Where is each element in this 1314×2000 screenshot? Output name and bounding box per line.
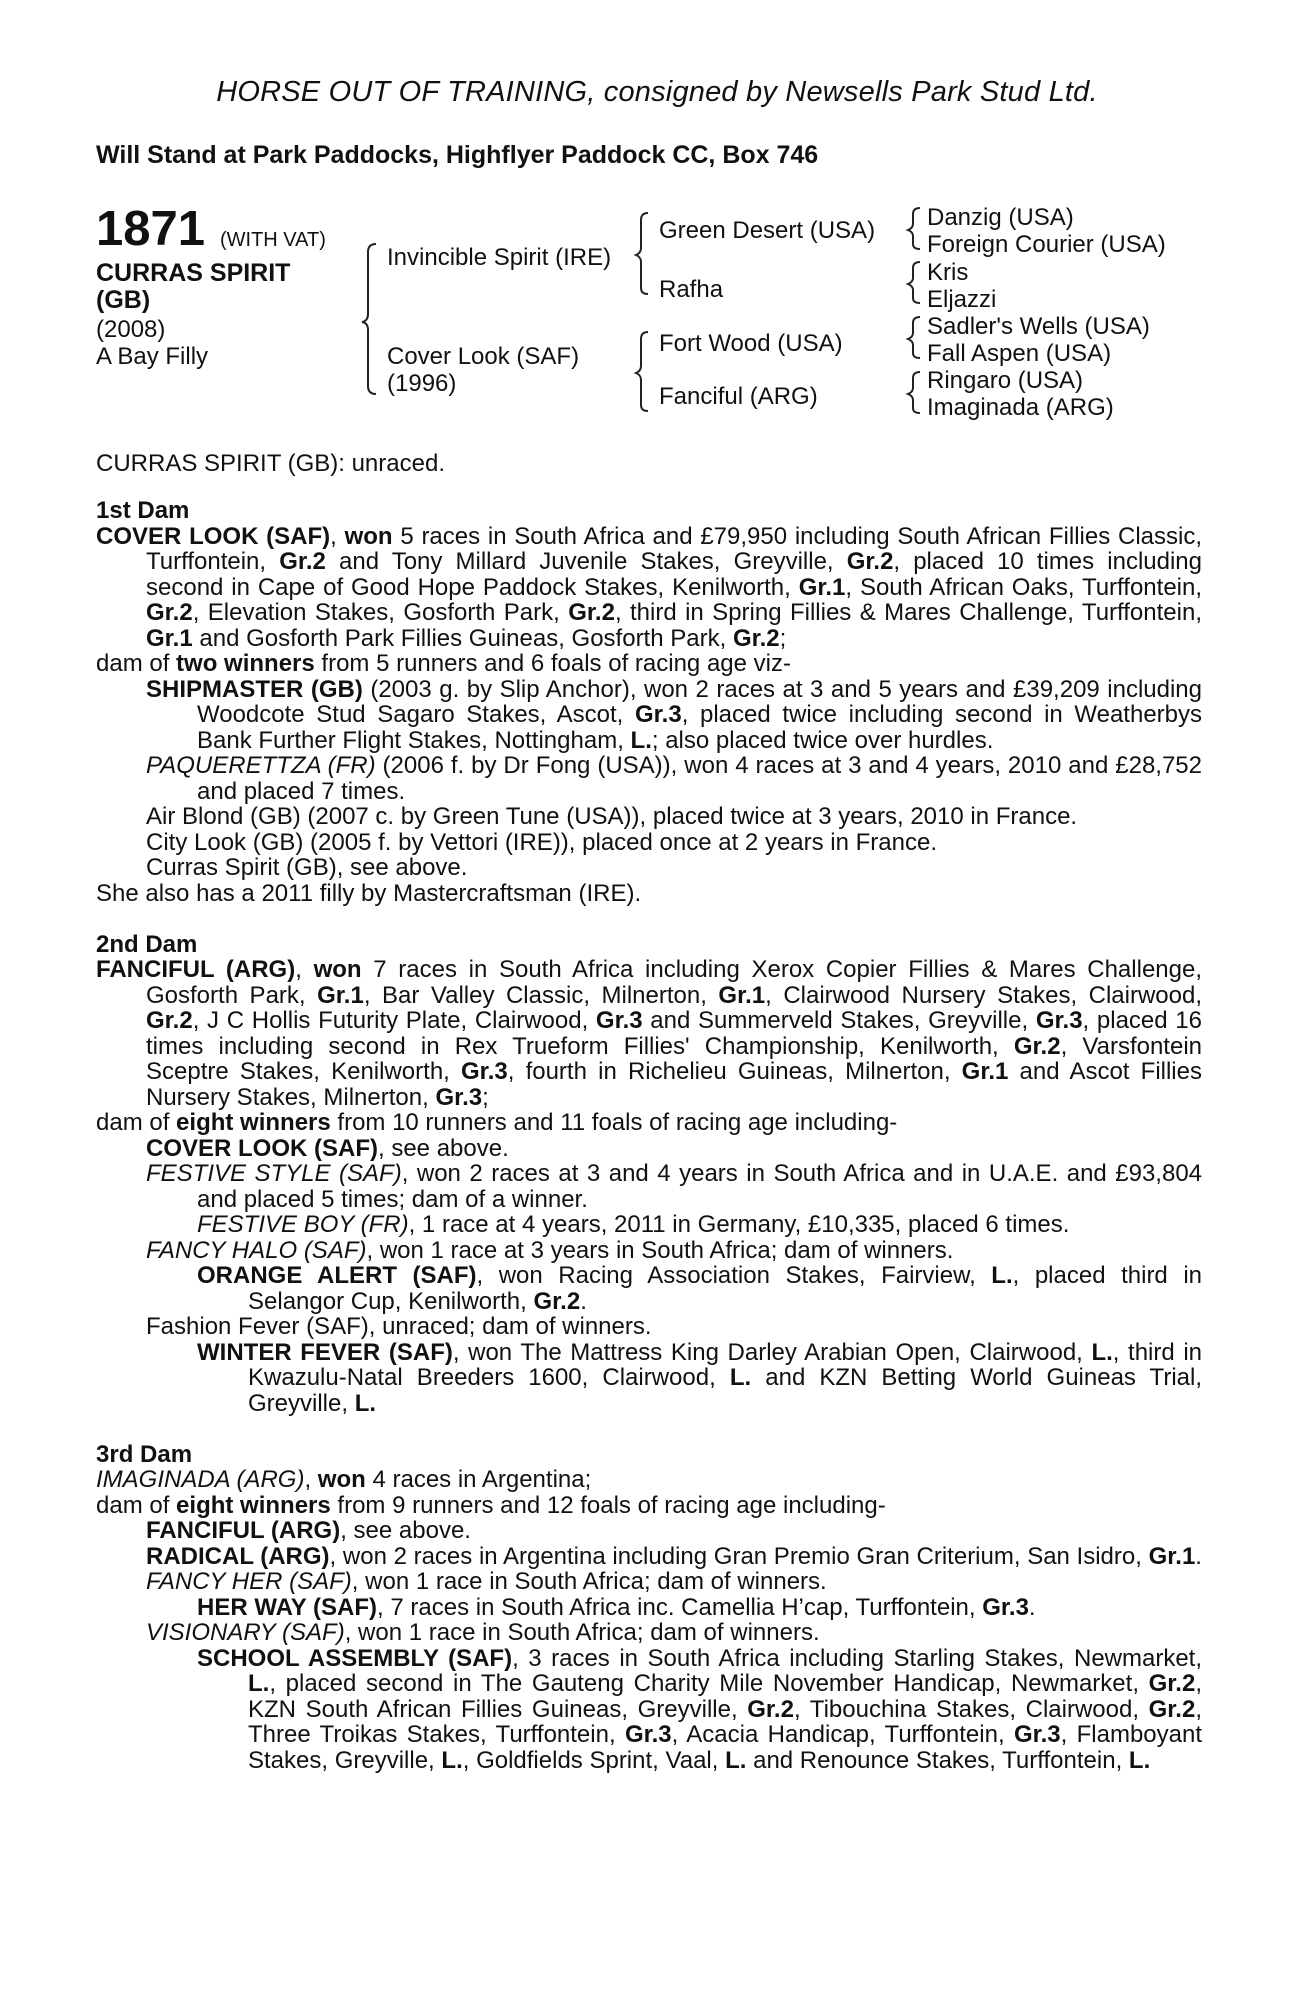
bracket-sire-dam	[362, 244, 376, 394]
dam2-produce-fancy-halo: FANCY HALO (SAF), won 1 race at 3 years in South Africa; dam of winners.	[146, 1236, 954, 1264]
pedigree-sire: Invincible Spirit (IRE)	[387, 244, 612, 271]
pedigree-sire-sire: Green Desert (USA)	[659, 217, 876, 244]
dam1-foal-note: She also has a 2011 filly by Mastercraftsman (IRE).	[96, 879, 642, 907]
pedigree-sire-dam: Rafha	[659, 276, 724, 303]
dam3-produce-her-way: HER WAY (SAF), 7 races in South Africa inc. Camellia H’cap, Turffontein, Gr.3.	[197, 1593, 1036, 1621]
horse-country: (GB)	[96, 286, 151, 314]
dam1-produce-summary: dam of two winners from 5 runners and 6 foals of racing age viz-	[96, 650, 791, 677]
pedigree-dam-sire: Fort Wood (USA)	[659, 330, 843, 357]
stand-location: Will Stand at Park Paddocks, Highflyer Paddock CC, Box 746	[96, 141, 819, 169]
dam3-produce-school-assembly: SCHOOL ASSEMBLY (SAF), 3 races in South Africa including Starling Stakes, Newmarket, L., placed second in The Gauteng Charity Mile November Handicap, Newmarket, Gr.2, KZN South African Fillies Guineas, Greyville, Gr.2, Tibouchina Stakes, Clairwood, Gr.2, Three Troikas Stakes, Turffontein, Gr.3, Acacia Handicap, Turffontein, Gr.3, Flamboyant Stakes, Greyville, L., Goldfields Sprint, Vaal, L. and Renounce Stakes, Turffontein, L.	[197, 1644, 1203, 1774]
dam1-produce-curras-spirit: Curras Spirit (GB), see above.	[146, 854, 468, 881]
pedigree-dam: Cover Look (SAF)	[387, 343, 580, 370]
dam1-produce-city-look: City Look (GB) (2005 f. by Vettori (IRE)), placed once at 2 years in France.	[146, 828, 938, 856]
bracket-dam	[636, 332, 648, 411]
dam3-produce-summary: dam of eight winners from 9 runners and 12 foals of racing age including-	[96, 1491, 886, 1519]
section-heading-2nd-dam: 2nd Dam	[96, 930, 198, 958]
bracket-gs4	[908, 372, 920, 413]
lot-number: 1871	[96, 202, 206, 256]
section-heading-1st-dam: 1st Dam	[96, 497, 190, 524]
bracket-sire	[636, 213, 648, 294]
pedigree-ggp-3: Kris	[927, 259, 969, 286]
pedigree-ggp-7: Ringaro (USA)	[927, 367, 1084, 394]
pedigree-ggp-6: Fall Aspen (USA)	[927, 340, 1112, 367]
pedigree-ggp-8: Imaginada (ARG)	[927, 394, 1114, 421]
horse-name: CURRAS SPIRIT	[96, 259, 291, 287]
section-heading-3rd-dam: 3rd Dam	[96, 1440, 193, 1468]
horse-description: A Bay Filly	[96, 343, 209, 370]
dam1-produce-air-blond: Air Blond (GB) (2007 c. by Green Tune (USA)), placed twice at 3 years, 2010 in France.	[146, 803, 1078, 830]
intro-line: CURRAS SPIRIT (GB): unraced.	[96, 450, 445, 477]
dam2-produce-fashion-fever: Fashion Fever (SAF), unraced; dam of winners.	[146, 1313, 652, 1340]
dam3-record: IMAGINADA (ARG), won 4 races in Argentina;	[96, 1466, 592, 1493]
pedigree-ggp-4: Eljazzi	[927, 286, 997, 313]
dam2-produce-winter-fever: WINTER FEVER (SAF), won The Mattress King Darley Arabian Open, Clairwood, L., third in Kwazulu-Natal Breeders 1600, Clairwood, L. and KZN Betting World Guineas Trial, Greyville, L.	[197, 1338, 1202, 1417]
dam3-produce-radical: RADICAL (ARG), won 2 races in Argentina including Gran Premio Gran Criterium, San Isidro, Gr.1.	[146, 1542, 1202, 1570]
dam2-produce-summary: dam of eight winners from 10 runners and 11 foals of racing age including-	[96, 1109, 898, 1136]
vat-note: (WITH VAT)	[220, 229, 326, 251]
catalogue-body	[96, 498, 1202, 1773]
dam2-produce-festive-boy: FESTIVE BOY (FR), 1 race at 4 years, 2011 in Germany, £10,335, placed 6 times.	[197, 1211, 1070, 1238]
dam1-produce-paquerettza: PAQUERETTZA (FR) (2006 f. by Dr Fong (USA)), won 4 races at 3 and 4 years, 2010 and £28,752 and placed 7 times.	[146, 752, 1202, 805]
dam2-produce-cover-look: COVER LOOK (SAF), see above.	[146, 1134, 509, 1162]
pedigree-brackets	[0, 0, 1314, 440]
bracket-gs3	[908, 317, 920, 358]
pedigree-dam-dam: Fanciful (ARG)	[659, 383, 818, 410]
page-title: HORSE OUT OF TRAINING, consigned by Newsells Park Stud Ltd.	[216, 76, 1098, 108]
bracket-gs2	[908, 262, 920, 303]
pedigree-ggp-2: Foreign Courier (USA)	[927, 231, 1166, 258]
dam1-record: COVER LOOK (SAF), won 5 races in South Africa and £79,950 including South African Fillies Classic, Turffontein, Gr.2 and Tony Millard Juvenile Stakes, Greyville, Gr.2, placed 10 times including second in Cape of Good Hope Paddock Stakes, Kenilworth, Gr.1, South African Oaks, Turffontein, Gr.2, Elevation Stakes, Gosforth Park, Gr.2, third in Spring Fillies & Mares Challenge, Turffontein, Gr.1 and Gosforth Park Fillies Guineas, Gosforth Park, Gr.2;	[96, 522, 1203, 652]
dam3-produce-fancy-her: FANCY HER (SAF), won 1 race in South Africa; dam of winners.	[146, 1568, 827, 1595]
dam1-produce-shipmaster: SHIPMASTER (GB) (2003 g. by Slip Anchor), won 2 races at 3 and 5 years and £39,209 including Woodcote Stud Sagaro Stakes, Ascot, Gr.3, placed twice including second in Weatherbys Bank Further Flight Stakes, Nottingham, L.; also placed twice over hurdles.	[146, 675, 1203, 754]
bracket-gs1	[908, 208, 920, 249]
dam2-produce-orange-alert: ORANGE ALERT (SAF), won Racing Association Stakes, Fairview, L., placed third in Selangor Cup, Kenilworth, Gr.2.	[197, 1262, 1203, 1315]
dam2-produce-festive-style: FESTIVE STYLE (SAF), won 2 races at 3 and 4 years in South Africa and in U.A.E. and £93,804 and placed 5 times; dam of a winner.	[146, 1160, 1203, 1213]
horse-year: (2008)	[96, 316, 166, 343]
dam3-produce-visionary: VISIONARY (SAF), won 1 race in South Africa; dam of winners.	[146, 1619, 820, 1646]
pedigree-ggp-5: Sadler's Wells (USA)	[927, 313, 1150, 340]
pedigree-ggp-1: Danzig (USA)	[927, 204, 1074, 231]
dam2-record: FANCIFUL (ARG), won 7 races in South Africa including Xerox Copier Fillies & Mares Challenge, Gosforth Park, Gr.1, Bar Valley Classic, Milnerton, Gr.1, Clairwood Nursery Stakes, Clairwood, Gr.2, J C Hollis Futurity Plate, Clairwood, Gr.3 and Summerveld Stakes, Greyville, Gr.3, placed 16 times including second in Rex Trueform Fillies' Championship, Kenilworth, Gr.2, Varsfontein Sceptre Stakes, Kenilworth, Gr.3, fourth in Richelieu Guineas, Milnerton, Gr.1 and Ascot Fillies Nursery Stakes, Milnerton, Gr.3;	[96, 956, 1203, 1111]
pedigree-dam-year: (1996)	[387, 370, 457, 397]
dam3-produce-fanciful: FANCIFUL (ARG), see above.	[146, 1517, 471, 1544]
